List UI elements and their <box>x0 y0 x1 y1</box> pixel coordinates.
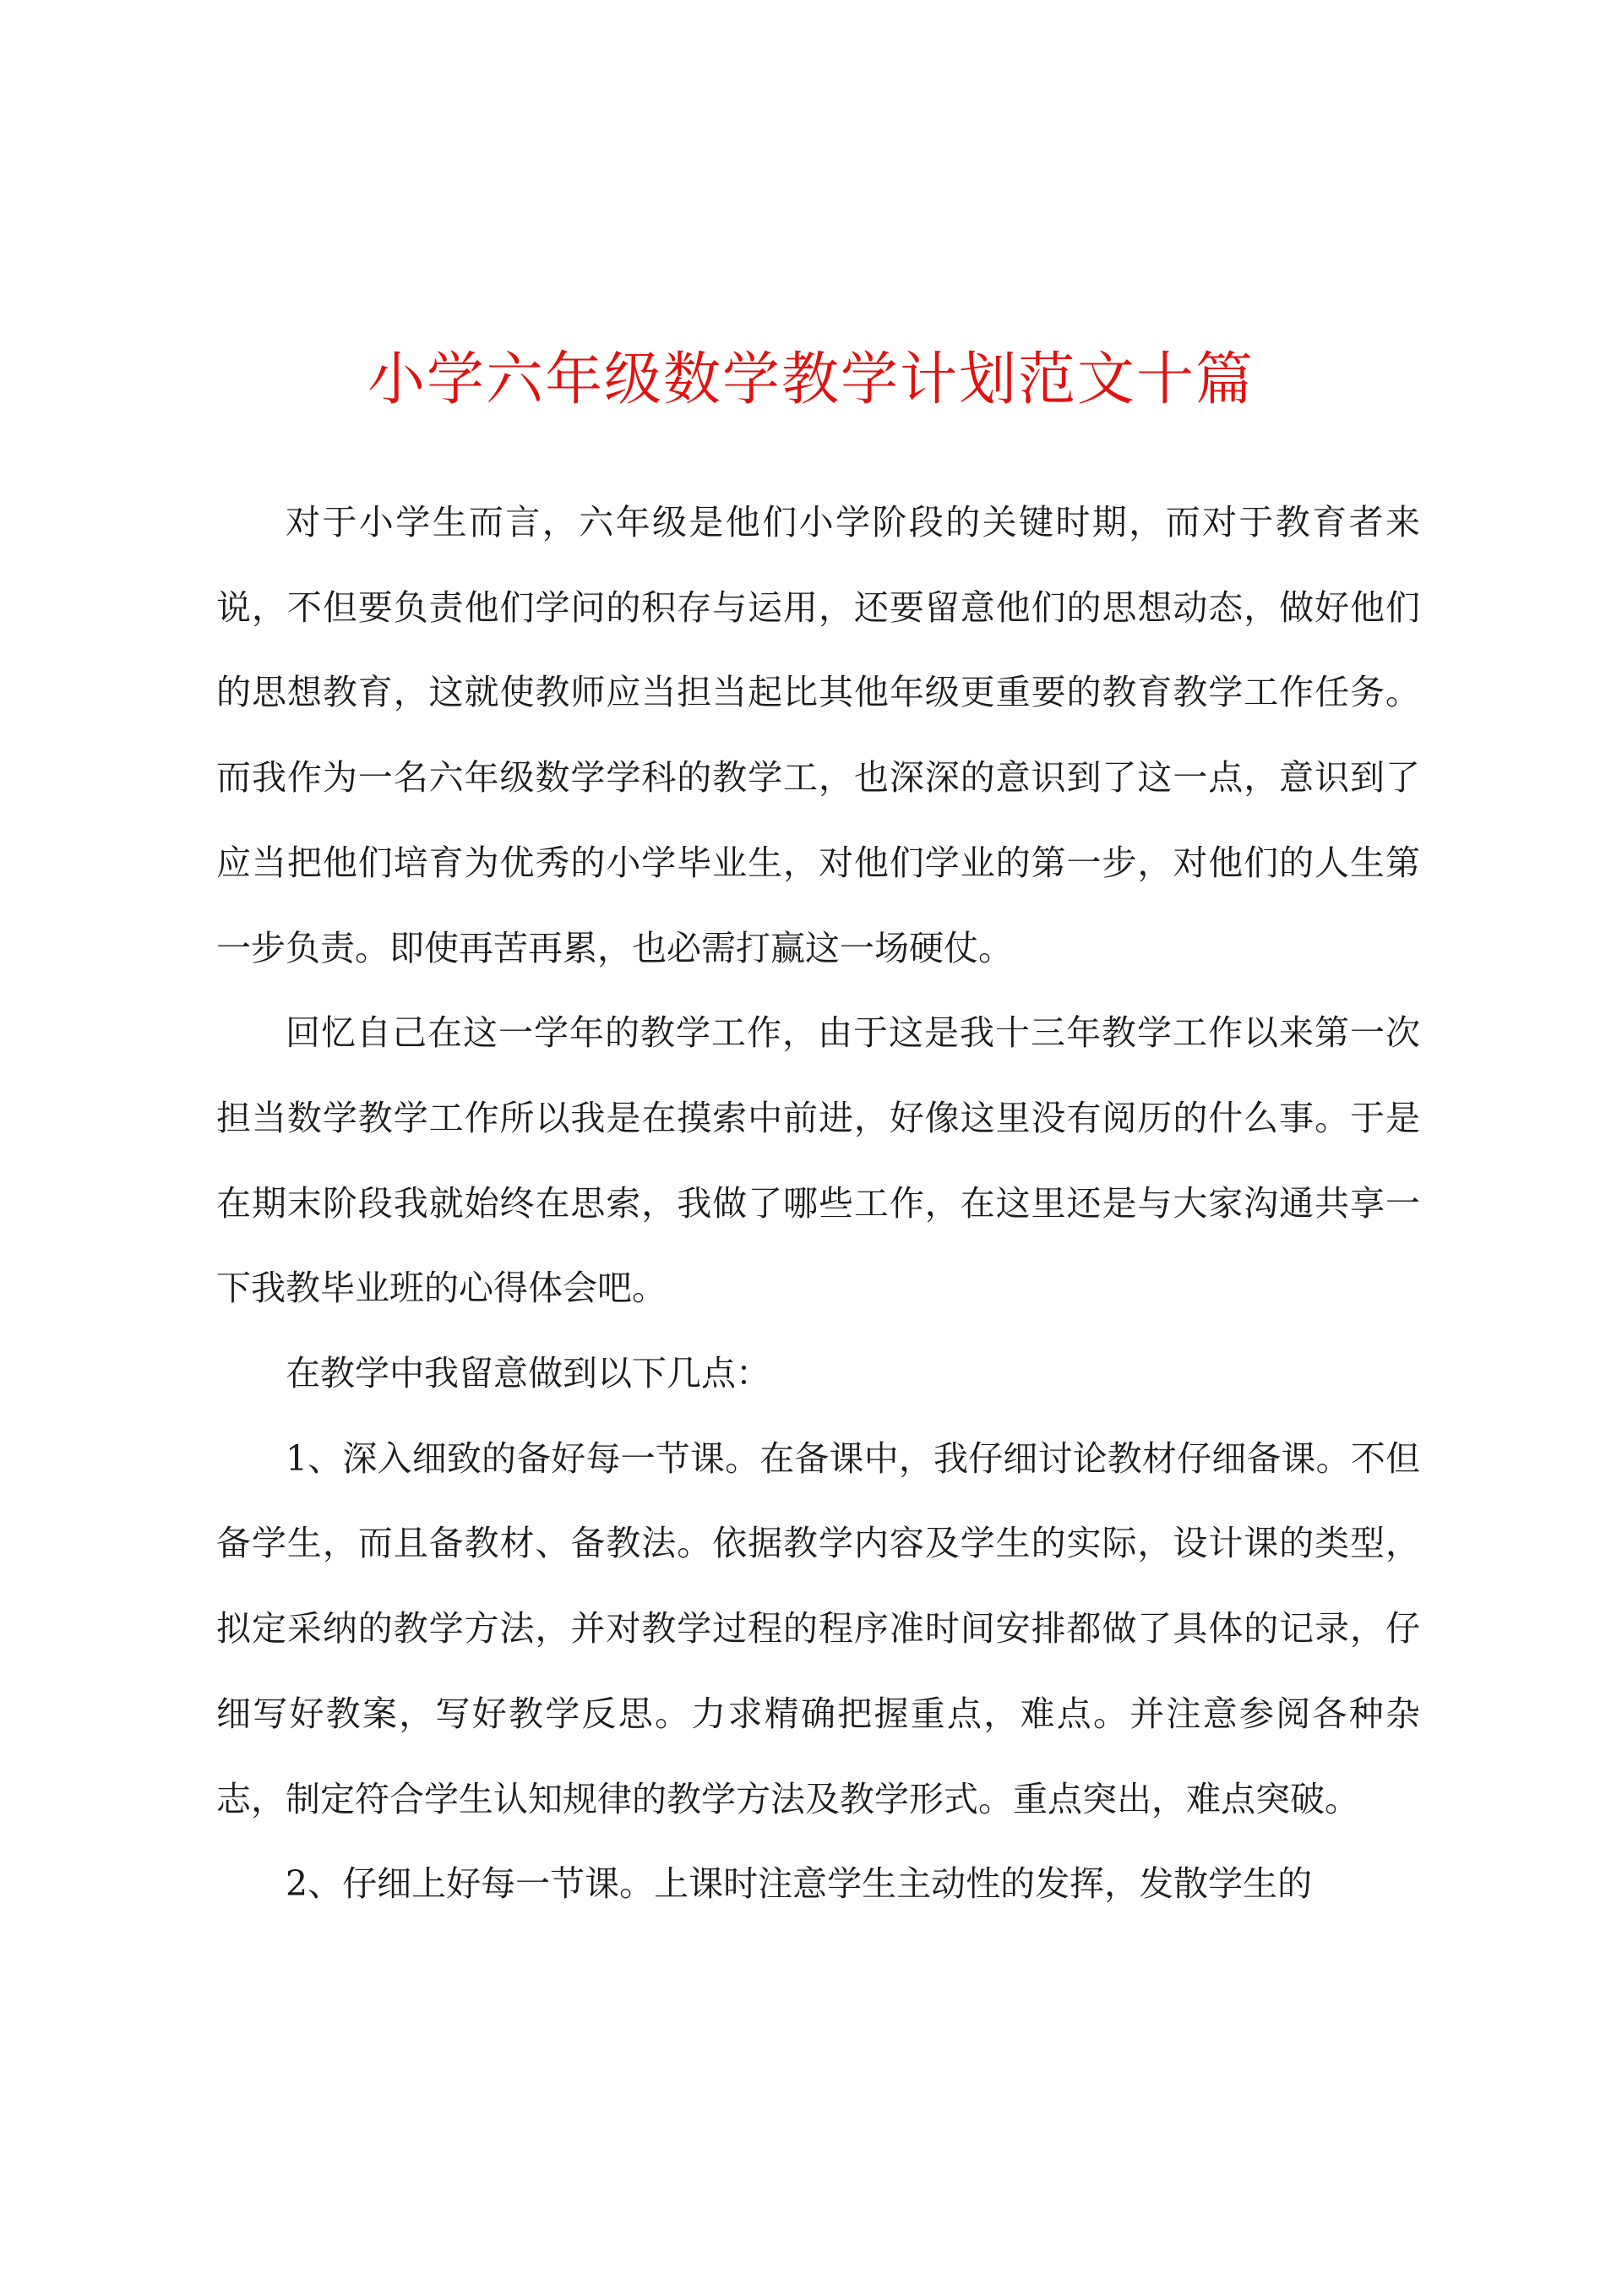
document-title: 小学六年级数学教学计划范文十篇 <box>367 346 1255 413</box>
paragraph-point-2: 2、仔细上好每一节课。上课时注意学生主动性的发挥，发散学生的 <box>286 1863 1313 1905</box>
paragraph-point-1: 1、深入细致的备好每一节课。在备课中，我仔细讨论教材仔细备课。不但备学生，而且备教材、备教法。依据教学内容及学生的实际，设计课的类型，拟定采纳的教学方法，并对教学过程的程序准时间安排都做了具体的记录，仔细写好教案，写好教学反思。力求精确把握重点，难点。并注意参阅各种杂志，制定符合学生认知规律的教学方法及教学形式。重点突出，难点突破。 <box>216 1437 1420 1819</box>
paragraph-review: 回忆自己在这一学年的教学工作，由于这是我十三年教学工作以来第一次担当数学教学工作所以我是在摸索中前进，好像这里没有阅历的什么事。于是在期末阶段我就始终在思索，我做了哪些工作，在这里还是与大家沟通共享一下我教毕业班的心得体会吧。 <box>216 1012 1420 1309</box>
paragraph-points-lead: 在教学中我留意做到以下几点： <box>286 1353 770 1394</box>
paragraph-intro: 对于小学生而言，六年级是他们小学阶段的关键时期，而对于教育者来说，不但要负责他们学问的积存与运用，还要留意他们的思想动态，做好他们的思想教育，这就使教师应当担当起比其他年级更重要的教育教学工作任务。而我作为一名六年级数学学科的教学工，也深深的意识到了这一点，意识到了应当把他们培育为优秀的小学毕业生，对他们学业的第一步，对他们的人生第一步负责。即使再苦再累，也必需打赢这一场硬仗。 <box>216 502 1420 968</box>
document-body <box>216 480 1420 1927</box>
